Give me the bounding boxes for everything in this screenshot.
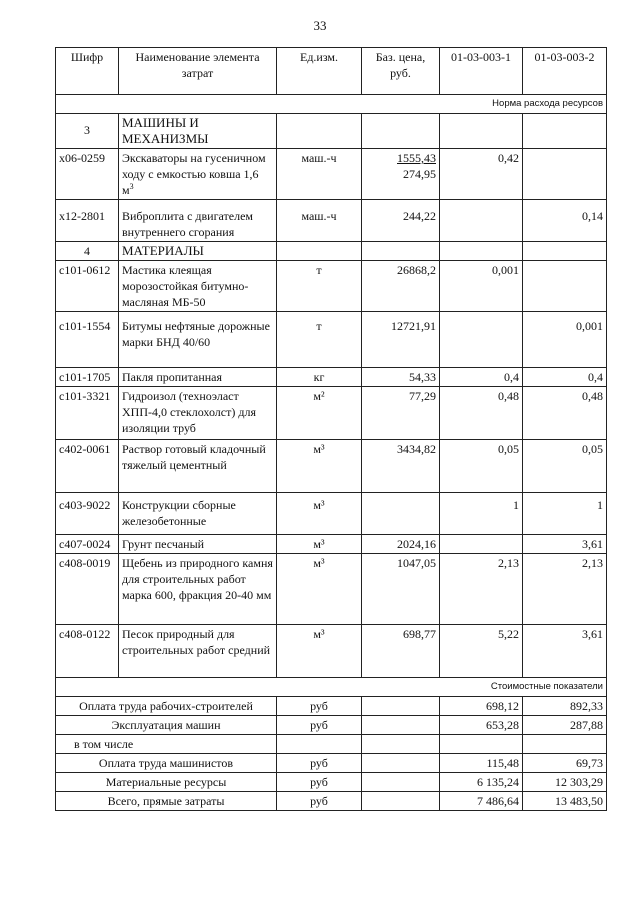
row-name: Пакля пропитанная <box>119 368 277 387</box>
row-code: с408-0122 <box>56 625 119 678</box>
row-price: 12721,91 <box>362 312 440 368</box>
row-unit: м³ <box>277 493 362 535</box>
row-value-1: 2,13 <box>440 554 523 625</box>
row-name: Раствор готовый кладочный тяжелый цементный <box>119 440 277 493</box>
summary-label: Эксплуатация машин <box>56 716 277 735</box>
row-value-2: 1 <box>523 493 607 535</box>
table-row <box>56 387 607 440</box>
cost-label: Стоимостные показатели <box>56 678 607 697</box>
row-unit: м³ <box>277 625 362 678</box>
row-value-1: 0,05 <box>440 440 523 493</box>
table-row <box>56 200 607 242</box>
row-code: с402-0061 <box>56 440 119 493</box>
row-name: Экскаваторы на гусеничном ходу с емкостью ковша 1,6 $м^3$ <box>119 149 277 200</box>
summary-unit: руб <box>277 754 362 773</box>
summary-value-1: 7 486,64 <box>440 792 523 811</box>
row-price: 54,33 <box>362 368 440 387</box>
table-row <box>56 368 607 387</box>
row-value-1: 0,4 <box>440 368 523 387</box>
row-value-1 <box>440 200 523 242</box>
table-row <box>56 554 607 625</box>
summary-row <box>56 697 607 716</box>
summary-value-1: 698,12 <box>440 697 523 716</box>
section-title: МАШИНЫ И МЕХАНИЗМЫ <box>119 114 277 149</box>
row-code: х06-0259 <box>56 149 119 200</box>
row-name: Щебень из природного камня для строительных работ марка 600, фракция 20-40 мм <box>119 554 277 625</box>
header-code: Шифр <box>56 48 119 95</box>
row-price: 3434,82 <box>362 440 440 493</box>
norm-label: Норма расхода ресурсов <box>56 95 607 114</box>
row-unit: маш.-ч <box>277 200 362 242</box>
row-value-1: 0,48 <box>440 387 523 440</box>
header-col1: 01-03-003-1 <box>440 48 523 95</box>
summary-unit: руб <box>277 697 362 716</box>
row-code: х12-2801 <box>56 200 119 242</box>
row-price: 26868,2 <box>362 261 440 312</box>
row-unit: м³ <box>277 535 362 554</box>
summary-unit <box>277 735 362 754</box>
row-value-1: 0,001 <box>440 261 523 312</box>
row-unit: м³ <box>277 554 362 625</box>
resource-table <box>55 47 607 811</box>
summary-value-1: 6 135,24 <box>440 773 523 792</box>
section-number: 4 <box>56 242 119 261</box>
row-price <box>362 493 440 535</box>
row-price: 698,77 <box>362 625 440 678</box>
summary-row <box>56 792 607 811</box>
row-code: с407-0024 <box>56 535 119 554</box>
summary-value-2: 69,73 <box>523 754 607 773</box>
row-code: с101-1705 <box>56 368 119 387</box>
row-price: 77,29 <box>362 387 440 440</box>
row-value-2: 2,13 <box>523 554 607 625</box>
summary-value-2: 13 483,50 <box>523 792 607 811</box>
summary-value-2: 12 303,29 <box>523 773 607 792</box>
row-code: с101-1554 <box>56 312 119 368</box>
summary-row <box>56 716 607 735</box>
row-price: 1555,43 274,95 <box>362 149 440 200</box>
row-name: Виброплита с двигателем внутреннего сгорания <box>119 200 277 242</box>
row-value-2: 0,48 <box>523 387 607 440</box>
row-unit: м³ <box>277 440 362 493</box>
row-value-2: 3,61 <box>523 535 607 554</box>
row-code: с101-3321 <box>56 387 119 440</box>
row-code: с403-9022 <box>56 493 119 535</box>
row-unit: т <box>277 261 362 312</box>
row-value-2: 0,001 <box>523 312 607 368</box>
summary-unit: руб <box>277 773 362 792</box>
row-name: Битумы нефтяные дорожные марки БНД 40/60 <box>119 312 277 368</box>
summary-label: Оплата труда рабочих-строителей <box>56 697 277 716</box>
summary-label: Оплата труда машинистов <box>56 754 277 773</box>
summary-label: Материальные ресурсы <box>56 773 277 792</box>
table-header-row <box>56 48 607 95</box>
row-price: 244,22 <box>362 200 440 242</box>
row-value-1: 1 <box>440 493 523 535</box>
row-unit: м² <box>277 387 362 440</box>
table-row <box>56 312 607 368</box>
summary-value-2 <box>523 735 607 754</box>
row-unit: маш.-ч <box>277 149 362 200</box>
section-row-materials <box>56 242 607 261</box>
summary-value-2: 287,88 <box>523 716 607 735</box>
row-code: с408-0019 <box>56 554 119 625</box>
summary-label: Всего, прямые затраты <box>56 792 277 811</box>
table-row <box>56 625 607 678</box>
section-row-machines <box>56 114 607 149</box>
row-name: Гидроизол (техноэласт ХПП-4,0 стеклохолст) для изоляции труб <box>119 387 277 440</box>
summary-value-1 <box>440 735 523 754</box>
header-price: Баз. цена, руб. <box>362 48 440 95</box>
cost-label-row <box>56 678 607 697</box>
summary-row <box>56 735 607 754</box>
row-value-2: 0,14 <box>523 200 607 242</box>
summary-value-1: 653,28 <box>440 716 523 735</box>
header-unit: Ед.изм. <box>277 48 362 95</box>
row-value-2: 3,61 <box>523 625 607 678</box>
summary-value-2: 892,33 <box>523 697 607 716</box>
row-value-2: 0,4 <box>523 368 607 387</box>
summary-row <box>56 773 607 792</box>
row-price: 2024,16 <box>362 535 440 554</box>
row-value-2 <box>523 149 607 200</box>
table-row <box>56 535 607 554</box>
row-value-1 <box>440 312 523 368</box>
row-code: с101-0612 <box>56 261 119 312</box>
section-title: МАТЕРИАЛЫ <box>119 242 277 261</box>
header-col2: 01-03-003-2 <box>523 48 607 95</box>
row-value-2: 0,05 <box>523 440 607 493</box>
row-value-2 <box>523 261 607 312</box>
row-value-1: 5,22 <box>440 625 523 678</box>
header-name: Наименование элемента затрат <box>119 48 277 95</box>
summary-unit: руб <box>277 792 362 811</box>
row-name: Мастика клеящая морозостойкая битумно-масляная МБ-50 <box>119 261 277 312</box>
row-unit: кг <box>277 368 362 387</box>
table-row <box>56 493 607 535</box>
norm-label-row <box>56 95 607 114</box>
row-name: Грунт песчаный <box>119 535 277 554</box>
summary-label: в том числе <box>56 735 277 754</box>
page-number: 33 <box>313 18 327 33</box>
row-unit: т <box>277 312 362 368</box>
summary-unit: руб <box>277 716 362 735</box>
row-value-1: 0,42 <box>440 149 523 200</box>
row-price: 1047,05 <box>362 554 440 625</box>
row-name: Конструкции сборные железобетонные <box>119 493 277 535</box>
section-number: 3 <box>56 114 119 149</box>
summary-value-1: 115,48 <box>440 754 523 773</box>
table-row <box>56 261 607 312</box>
row-name: Песок природный для строительных работ средний <box>119 625 277 678</box>
table-row <box>56 149 607 200</box>
summary-row <box>56 754 607 773</box>
table-row <box>56 440 607 493</box>
row-value-1 <box>440 535 523 554</box>
